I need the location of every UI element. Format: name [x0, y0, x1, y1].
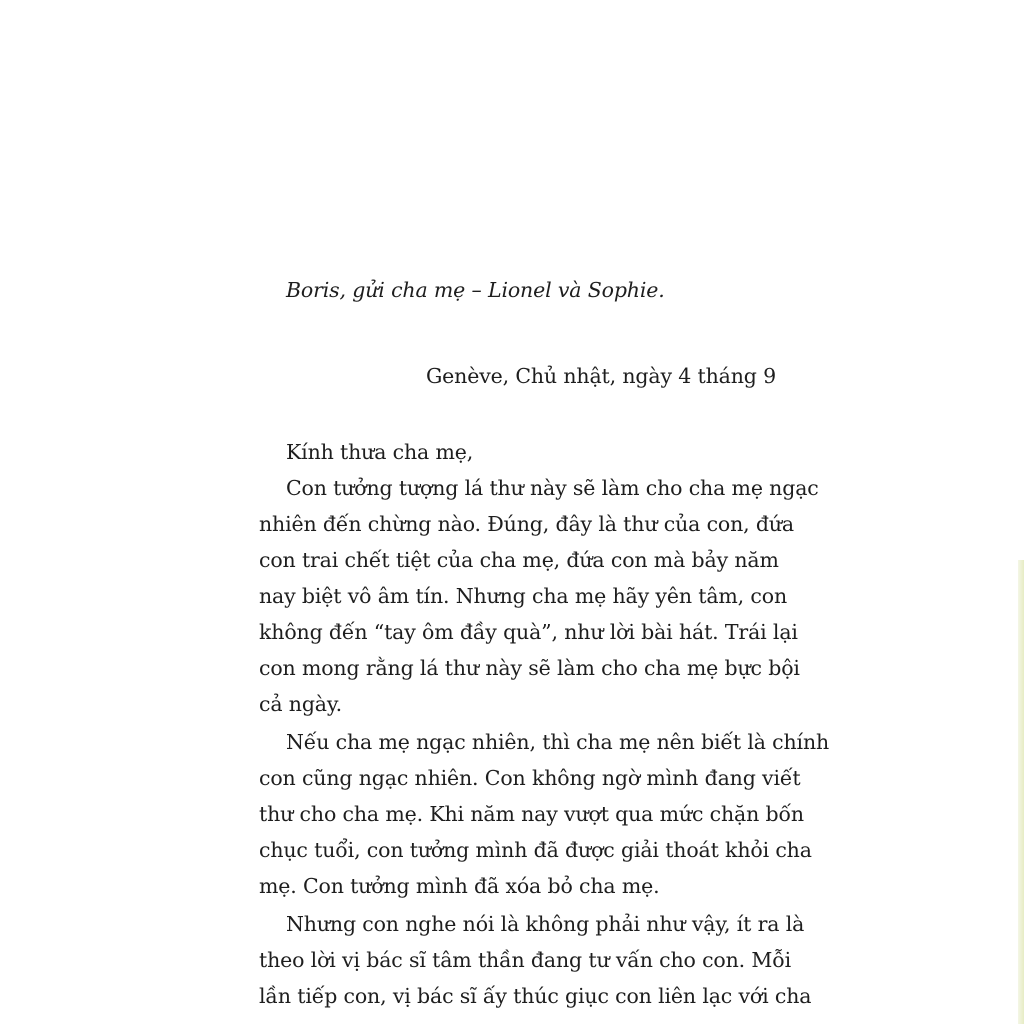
body-line: con mong rằng lá thư này sẽ làm cho cha mẹ bực bội	[259, 656, 800, 680]
body-line: mẹ. Con tưởng mình đã xóa bỏ cha mẹ.	[259, 874, 660, 898]
dedication: Boris, gửi cha mẹ – Lionel và Sophie.	[286, 278, 665, 302]
body-line: cả ngày.	[259, 692, 342, 716]
body-line: nhiên đến chừng nào. Đúng, đây là thư của con, đứa	[259, 512, 794, 536]
body-line: chục tuổi, con tưởng mình đã được giải thoát khỏi cha	[259, 838, 812, 862]
page-edge-shadow	[1018, 560, 1024, 1024]
body-line: không đến “tay ôm đầy quà”, như lời bài hát. Trái lại	[259, 620, 798, 644]
body-line: con cũng ngạc nhiên. Con không ngờ mình đang viết	[259, 766, 801, 790]
salutation: Kính thưa cha mẹ,	[286, 440, 474, 464]
body-line: con trai chết tiệt của cha mẹ, đứa con mà bảy năm	[259, 548, 779, 572]
body-line: nay biệt vô âm tín. Nhưng cha mẹ hãy yên tâm, con	[259, 584, 787, 608]
dateline: Genève, Chủ nhật, ngày 4 tháng 9	[425, 364, 776, 388]
body-line: lần tiếp con, vị bác sĩ ấy thúc giục con liên lạc với cha	[259, 984, 812, 1008]
body-line: Nếu cha mẹ ngạc nhiên, thì cha mẹ nên biết là chính	[286, 730, 830, 754]
body-line: Con tưởng tượng lá thư này sẽ làm cho cha mẹ ngạc	[286, 476, 819, 500]
body-line: theo lời vị bác sĩ tâm thần đang tư vấn cho con. Mỗi	[259, 948, 792, 972]
body-line: Nhưng con nghe nói là không phải như vậy, ít ra là	[286, 912, 805, 936]
body-line: thư cho cha mẹ. Khi năm nay vượt qua mức chặn bốn	[259, 802, 804, 826]
